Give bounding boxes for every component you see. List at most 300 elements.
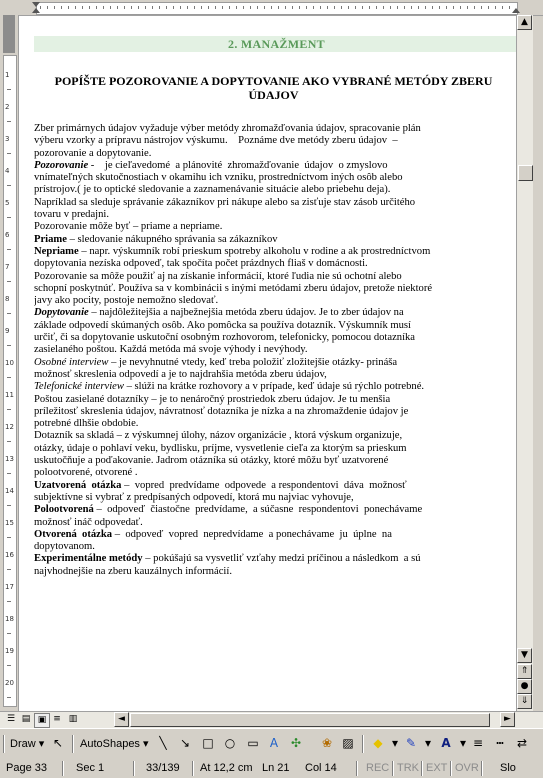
line-text: prístrojov.( je to optické sledovanie a zaznamenávanie situácie alebo priebehu deja). [34,184,391,196]
line-color-dropdown[interactable] [420,736,436,752]
font-color-button[interactable] [438,736,454,752]
normal-view-button[interactable] [4,713,18,726]
line-text: polootvorené, otvorené . [34,467,138,479]
ruler-tick [7,409,11,410]
line-text: – odpoveď vopred nepredvídame a ponechávame ju úplne na [112,528,392,540]
ruler-tick [180,6,181,9]
ruler-tick [222,6,223,9]
ruler-tick [355,6,356,9]
ruler-tick [369,6,370,9]
text-line [34,529,516,541]
font-color-dropdown[interactable] [455,736,471,752]
wordart-button[interactable] [266,736,282,752]
toolbar-separator [72,735,74,753]
line-text: základe odpovedí skúmaných osôb. Ako pomôcka sa používa dotazník. Výskumník musí [34,319,411,331]
line-text: subjektívne si vybrať z predpísaných odpovedí, ktorá mu najviac vyhovuje, [34,491,354,503]
scroll-left-arrow-icon: ◄ [118,714,125,724]
line-text: javy ako pocity, postoje nemožno sledovať. [34,295,219,307]
term: Osobné interview [34,356,109,368]
ruler-number: 2 [5,103,10,111]
text-line [34,271,516,283]
ruler-number: 1 [5,71,10,79]
paragraph[interactable] [34,246,516,271]
arrow-style-icon: ⇄ [516,736,528,750]
ruler-tick [7,505,11,506]
ruler-tick [166,6,167,9]
ruler-tick [376,6,377,9]
text-line [34,209,516,221]
ruler-tick [474,6,475,9]
ruler-tick [397,6,398,9]
ruler-tick [7,217,11,218]
ruler-tick [96,6,97,9]
text-line [34,258,516,270]
web-layout-view-button[interactable] [19,713,33,726]
status-column[interactable]: Col 14 [305,762,337,774]
ruler-tick [488,6,489,9]
chapter-title: 2. MANAŽMENT [34,36,516,52]
pointer-arrow-icon: ↖ [52,736,64,750]
ruler-tick [390,6,391,9]
ruler-tick [173,6,174,9]
ruler-tick [7,185,11,186]
ruler-tick [40,6,41,9]
ruler-number: 9 [5,327,10,335]
ruler-tick [47,6,48,9]
text-line [34,480,516,492]
ruler-tick [152,6,153,9]
ruler-number: 6 [5,231,10,239]
arrow-style-button[interactable] [514,736,530,752]
line-text: potrebné dlhšie obdobie. [34,418,139,430]
ruler-tick [250,6,251,9]
select-browse-object-button[interactable] [517,679,532,694]
ruler-tick [7,473,11,474]
dropdown-arrow-icon: ▾ [459,736,467,750]
ruler-tick [502,6,503,9]
line-text: – vopred predvídame odpovede a respondentovi dáva možnosť [121,479,407,491]
double-down-arrow-icon: ⇓ [520,696,529,706]
diagram-icon: ✣ [290,736,302,750]
dropdown-arrow-icon: ▾ [391,736,399,750]
ruler-tick [439,6,440,9]
vertical-scrollbar[interactable] [516,15,533,711]
print-layout-view-button[interactable] [34,713,50,728]
line-text: Pozorovanie sa môže použiť aj na získanie informácií, ktoré ľudia nie sú ochotní alebo [34,270,402,282]
ruler-tick [313,6,314,9]
ruler-tick [327,6,328,9]
text-line [34,307,516,319]
line-text: Pozorovanie môže byť – priame a nepriame. [34,221,223,233]
text-line [34,492,516,504]
ruler-tick [467,6,468,9]
print-layout-icon: ▣ [37,715,47,725]
fill-color-dropdown[interactable] [387,736,403,752]
status-language[interactable]: Slo [500,762,516,774]
autoshapes-label: AutoShapes [80,738,140,750]
line-text: – napr. výskumník robí prieskum spotreby alkoholu v rodine a ak prostredníctvom [78,245,431,257]
line-text: dopytovanom. [34,541,95,553]
document-page[interactable] [19,16,516,711]
text-line [34,553,516,565]
term: Nepriame [34,245,79,257]
horizontal-ruler[interactable] [0,0,543,16]
ruler-tick [145,6,146,9]
fill-color-button[interactable] [370,736,386,752]
ruler-tick [481,6,482,9]
ruler-tick [124,6,125,9]
oval-tool-button[interactable] [222,736,238,752]
ruler-tick [292,6,293,9]
diagram-button[interactable] [288,736,304,752]
scroll-left-button[interactable] [114,712,129,727]
status-extend-selection[interactable]: EXT [426,762,448,774]
paragraph[interactable] [34,123,516,160]
right-indent-marker[interactable] [512,8,520,13]
line-color-button[interactable] [403,736,419,752]
toolbar-separator [362,735,364,753]
ruler-tick [243,6,244,9]
scroll-down-arrow-icon: ▼ [521,650,528,660]
line-text: – odpoveď čiastočne predvídame, a súčasne respondentovi ponechávame [93,504,423,516]
ruler-tick [411,6,412,9]
line-style-button[interactable] [470,736,486,752]
status-track-changes[interactable]: TRK [397,762,419,774]
ruler-tick [257,6,258,9]
draw-menu-button[interactable] [10,737,44,750]
line-text: príležitosť skreslenia údajov, návratnosť dotazníka je nízka a na zhromaždenie údajov je [34,405,409,417]
ruler-tick [194,6,195,9]
status-divider [392,761,394,776]
ruler-tick [334,6,335,9]
ruler-number: 11 [5,391,14,399]
paragraph[interactable] [34,529,516,554]
text-line [34,357,516,369]
ruler-number: 14 [5,487,14,495]
line-text: – je nevyhnutné vtedy, keď treba položiť zložitejšie otázky- prináša [108,356,398,368]
ruler-tick [320,6,321,9]
ruler-tick [271,6,272,9]
text-line [34,123,516,135]
paragraph[interactable] [34,221,516,233]
ruler-tick [278,6,279,9]
term: Telefonické interview [34,381,124,393]
status-section[interactable]: Sec 1 [76,762,105,774]
paragraph[interactable] [34,504,516,529]
line-text: Zber primárnych údajov vyžaduje výber metódy zhromažďovania údajov, spracovanie plán [34,123,421,134]
term: Uzatvorená otázka [34,479,122,491]
ruler-tick [285,6,286,9]
status-bar [0,759,543,778]
dash-style-button[interactable] [492,736,508,752]
scroll-up-button[interactable] [517,15,532,30]
text-line [34,381,516,393]
ruler-tick [383,6,384,9]
status-divider [450,761,452,776]
ruler-tick [131,6,132,9]
paragraph[interactable] [34,480,516,505]
ruler-tick [110,6,111,9]
line-text: najvhodnejšie na zberu kauzálnych informácií. [34,565,232,577]
status-divider [62,761,64,776]
line-text: – slúži na krátke rozhovory a v prípade, keď údaje sú rýchlo potrebné. [123,381,425,393]
paragraph[interactable] [34,357,516,382]
line-text: vnímateľných skutočnostiach v okamihu ich vzniku, prostredníctvom iných osôb alebo [34,172,403,184]
status-divider [481,761,483,776]
text-line [34,443,516,455]
ruler-tick [7,121,11,122]
paragraph[interactable] [34,197,516,222]
ruler-tick [138,6,139,9]
outline-view-button[interactable] [50,713,64,726]
oval-icon: ○ [224,736,236,750]
ruler-tick [68,6,69,9]
dropdown-arrow-icon: ▾ [38,738,45,750]
line-text: pozorovanie a dopytovanie. [34,147,152,159]
term: Pozorovanie [34,159,89,171]
text-line [34,160,516,172]
ruler-number: 16 [5,551,14,559]
line-text: výberu vzorky a prípravu nástrojov výskumu. Poznáme dve metódy zberu údajov – [34,135,398,147]
dropdown-arrow-icon: ▾ [143,738,149,750]
page-content[interactable] [34,16,516,578]
status-page-count[interactable]: 33/139 [146,762,180,774]
reading-layout-button[interactable] [66,713,80,726]
ruler-tick [264,6,265,9]
ruler-tick [509,6,510,9]
status-line[interactable]: Ln 21 [262,762,290,774]
picture-icon: ▨ [342,736,354,750]
ruler-number: 19 [5,647,14,655]
ruler-tick [7,345,11,346]
text-line [34,184,516,196]
ruler-number: 10 [5,359,14,367]
line-text: možnosť ináč odpovedať. [34,516,143,528]
ruler-tick [348,6,349,9]
text-line [34,369,516,381]
status-overtype[interactable]: OVR [455,762,479,774]
autoshapes-menu-button[interactable] [80,737,149,750]
ruler-margin-top [3,15,15,53]
ruler-tick [432,6,433,9]
paragraph[interactable] [34,234,516,246]
dash-style-icon: ┅ [496,736,504,750]
ruler-tick [201,6,202,9]
select-objects-button[interactable] [50,736,66,752]
text-line [34,541,516,553]
ruler-tick [7,281,11,282]
line-text: – pokúšajú sa vysvetliť vzťahy medzi príčinou a následkom a sú [142,553,421,565]
text-line [34,320,516,332]
browse-circle-icon: ● [520,681,529,691]
ruler-tick [460,6,461,9]
scroll-right-button[interactable] [500,712,515,727]
ruler-tick [7,633,11,634]
text-line [34,135,516,147]
scroll-up-arrow-icon: ▲ [521,17,528,27]
clip-art-icon: ❀ [321,736,333,750]
horizontal-scroll-thumb[interactable] [130,713,490,727]
line-text: Poštou zasielané dotazníky – je to nenáročný prostriedok zberu údajov. Je tu menšia [34,393,391,405]
ruler-number: 15 [5,519,14,527]
ruler-tick [187,6,188,9]
text-line [34,148,516,160]
paragraph[interactable] [34,430,516,479]
text-line [34,246,516,258]
text-box-icon: ▭ [247,736,259,750]
line-text: Dotazník sa skladá – z výskumnej úlohy, názov organizácie , ktorá výskum organizuje, [34,430,403,442]
ruler-tick [7,601,11,602]
ruler-tick [236,6,237,9]
paragraph[interactable] [34,160,516,197]
ruler-tick [75,6,76,9]
wordart-icon: A [269,736,279,750]
text-line [34,295,516,307]
ruler-tick [215,6,216,9]
ruler-number: 12 [5,423,14,431]
document-body[interactable] [34,123,516,578]
text-line [34,566,516,578]
ruler-number: 13 [5,455,14,463]
line-text: určiť, či sa dopytovanie uskutoční osobným rozhovorom, telefonicky, pomocou dotazníka [34,332,416,344]
status-position[interactable]: At 12,2 cm [200,762,253,774]
font-color-icon: A [441,736,451,750]
paragraph[interactable] [34,394,516,431]
status-divider [133,761,135,776]
ruler-tick [7,441,11,442]
reading-layout-icon: ▥ [68,714,78,724]
text-line [34,344,516,356]
ruler-number: 3 [5,135,10,143]
text-line [34,221,516,233]
text-line [34,418,516,430]
status-divider [421,761,423,776]
next-page-button[interactable] [517,694,532,709]
line-text: dopytovania nezíska odpoveď, tak spočíta počet prázdnych fliaš v domácnosti. [34,258,368,270]
ruler-number: 4 [5,167,10,175]
ruler-tick [7,313,11,314]
paragraph[interactable] [34,553,516,578]
heading-line-2: ÚDAJOV [248,88,299,102]
line-tool-button[interactable] [155,736,171,752]
line-text: Napríklad sa sleduje správanie zákazníkov pri nákupe alebo sa zisťuje stav zásob určitého [34,196,416,208]
text-line [34,332,516,344]
paragraph[interactable] [34,381,516,393]
toolbar-grip[interactable] [3,735,5,753]
ruler-tick [61,6,62,9]
ruler-tick [82,6,83,9]
line-text: zasielaného poštou. Každá metóda má svoje výhody i nevýhody. [34,344,308,356]
scroll-right-arrow-icon: ► [504,714,511,724]
line-text: – najdôležitejšia a najbežnejšia metóda zberu údajov. Je to zber údajov na [88,307,404,319]
previous-page-button[interactable] [517,664,532,679]
ruler-tick [7,665,11,666]
drawing-toolbar [0,728,543,760]
left-indent-marker[interactable] [32,2,40,7]
arrow-tool-button[interactable] [177,736,193,752]
arrow-line-icon: ↘ [179,736,191,750]
ruler-tick [7,153,11,154]
paragraph[interactable] [34,271,516,308]
ruler-tick [54,6,55,9]
ruler-tick [89,6,90,9]
line-text: – sledovanie nákupného správania sa zákazníkov [66,233,278,245]
text-line [34,430,516,442]
text-line [34,394,516,406]
normal-view-icon: ☰ [6,714,16,724]
ruler-tick [103,6,104,9]
ruler-number: 20 [5,679,14,687]
rectangle-tool-button[interactable] [200,736,216,752]
status-divider [192,761,194,776]
status-divider [356,761,358,776]
heading-line-1: POPÍŠTE POZOROVANIE A DOPYTOVANIE AKO VYBRANÉ METÓDY ZBERU [54,74,493,88]
vertical-ruler[interactable] [0,15,19,711]
web-layout-icon: ▤ [21,714,31,724]
ruler-tick [7,697,11,698]
ruler-number: 7 [5,263,10,271]
text-line [34,455,516,467]
text-line [34,406,516,418]
ruler-tick [341,6,342,9]
ruler-tick [159,6,160,9]
ruler-tick [495,6,496,9]
ruler-tick [7,569,11,570]
pen-icon: ✎ [405,736,417,750]
paragraph[interactable] [34,307,516,356]
hanging-indent-marker[interactable] [32,8,40,13]
vertical-scroll-thumb[interactable] [518,165,533,181]
horizontal-scrollbar[interactable] [0,711,543,728]
ruler-tick [418,6,419,9]
text-line [34,234,516,246]
ruler-tick [7,249,11,250]
section-heading [34,74,513,102]
line-text: otázky, údaje o pohlaví veku, bydlisku, príjme, vysvetlenie cieľa za ktorým sa prieskum [34,442,407,454]
line-text: uskutočňuje a poďakovanie. Jadrom otázníka sú otázky, ktoré môžu byť uzatvorené [34,455,389,467]
draw-label: Draw [10,738,36,750]
ruler-tick [425,6,426,9]
status-page[interactable]: Page 33 [6,762,47,774]
ruler-tick [453,6,454,9]
ruler-tick [208,6,209,9]
ruler-number: 17 [5,583,14,591]
clip-art-button[interactable] [319,736,335,752]
ruler-number: 8 [5,295,10,303]
line-text: tovaru v predajni. [34,209,110,221]
text-line [34,197,516,209]
paint-bucket-icon: ◆ [373,736,383,750]
ruler-tick [404,6,405,9]
line-text: schopní poskytnúť. Používa sa v kombinácii s inými metódami zberu údajov, pretože niektoré [34,282,433,294]
text-line [34,467,516,479]
line-icon: ╲ [159,736,167,750]
dropdown-arrow-icon: ▾ [424,736,432,750]
text-line [34,517,516,529]
ruler-tick [362,6,363,9]
text-box-button[interactable] [245,736,261,752]
scroll-down-button[interactable] [517,648,532,663]
insert-picture-button[interactable] [340,736,356,752]
status-record-macro[interactable]: REC [366,762,390,774]
term: Dopytovanie [34,307,89,319]
rectangle-icon: □ [202,736,214,750]
ruler-tick [306,6,307,9]
line-style-icon: ≡ [472,736,484,750]
ruler-tick [7,537,11,538]
term: Polootvorená [34,504,94,516]
text-line [34,172,516,184]
